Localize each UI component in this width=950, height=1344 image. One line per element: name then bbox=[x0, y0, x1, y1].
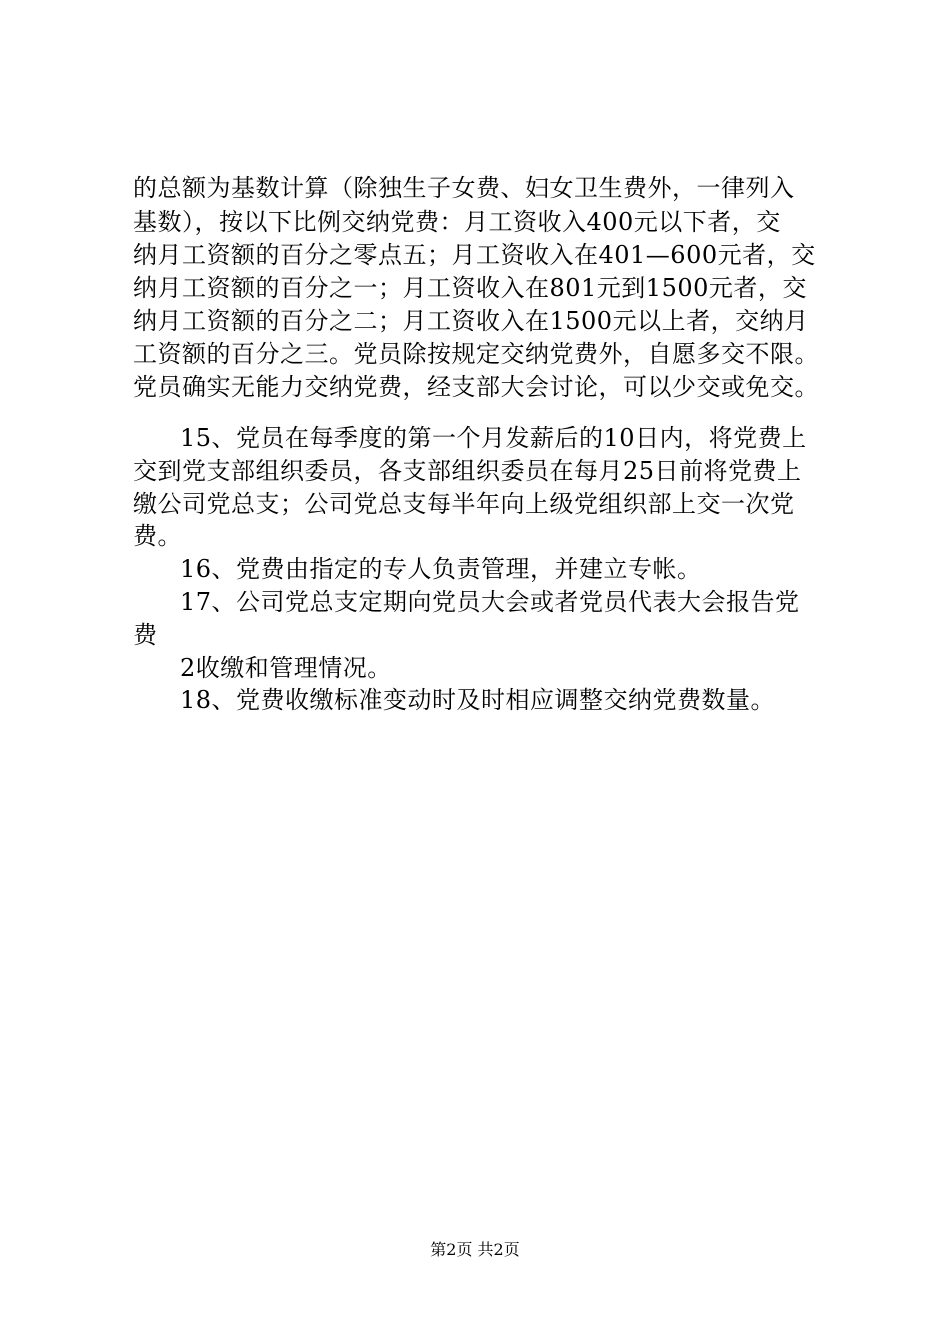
paragraph-line: 费。 bbox=[133, 522, 182, 550]
paragraph-line: 交到党支部组织委员，各支部组织委员在每月25日前将党费上 bbox=[133, 457, 802, 485]
paragraph-line: 17、公司党总支定期向党员大会或者党员代表大会报告党 bbox=[180, 588, 800, 616]
paragraph-line: 基数），按以下比例交纳党费：月工资收入400元以下者，交 bbox=[133, 208, 781, 236]
paragraph-line: 18、党费收缴标准变动时及时相应调整交纳党费数量。 bbox=[180, 686, 776, 714]
paragraph-line: 16、党费由指定的专人负责管理，并建立专帐。 bbox=[180, 555, 702, 583]
paragraph-line: 纳月工资额的百分之零点五；月工资收入在401—600元者，交 bbox=[133, 241, 816, 269]
paragraph-line: 费 bbox=[133, 621, 158, 649]
paragraph-line: 纳月工资额的百分之一；月工资收入在801元到1500元者，交 bbox=[133, 274, 807, 302]
paragraph-line: 缴公司党总支；公司党总支每半年向上级党组织部上交一次党 bbox=[133, 490, 795, 518]
paragraph-line: 工资额的百分之三。党员除按规定交纳党费外，自愿多交不限。 bbox=[133, 340, 819, 368]
page-footer: 第2页 共2页 bbox=[430, 1240, 520, 1259]
paragraph-line: 党员确实无能力交纳党费，经支部大会讨论，可以少交或免交。 bbox=[133, 373, 819, 401]
paragraph-line: 15、党员在每季度的第一个月发薪后的10日内，将党费上 bbox=[180, 424, 807, 452]
paragraph-line: 2收缴和管理情况。 bbox=[180, 654, 392, 682]
paragraph-line: 的总额为基数计算（除独生子女费、妇女卫生费外，一律列入 bbox=[133, 174, 795, 202]
paragraph-line: 纳月工资额的百分之二；月工资收入在1500元以上者，交纳月 bbox=[133, 307, 809, 335]
